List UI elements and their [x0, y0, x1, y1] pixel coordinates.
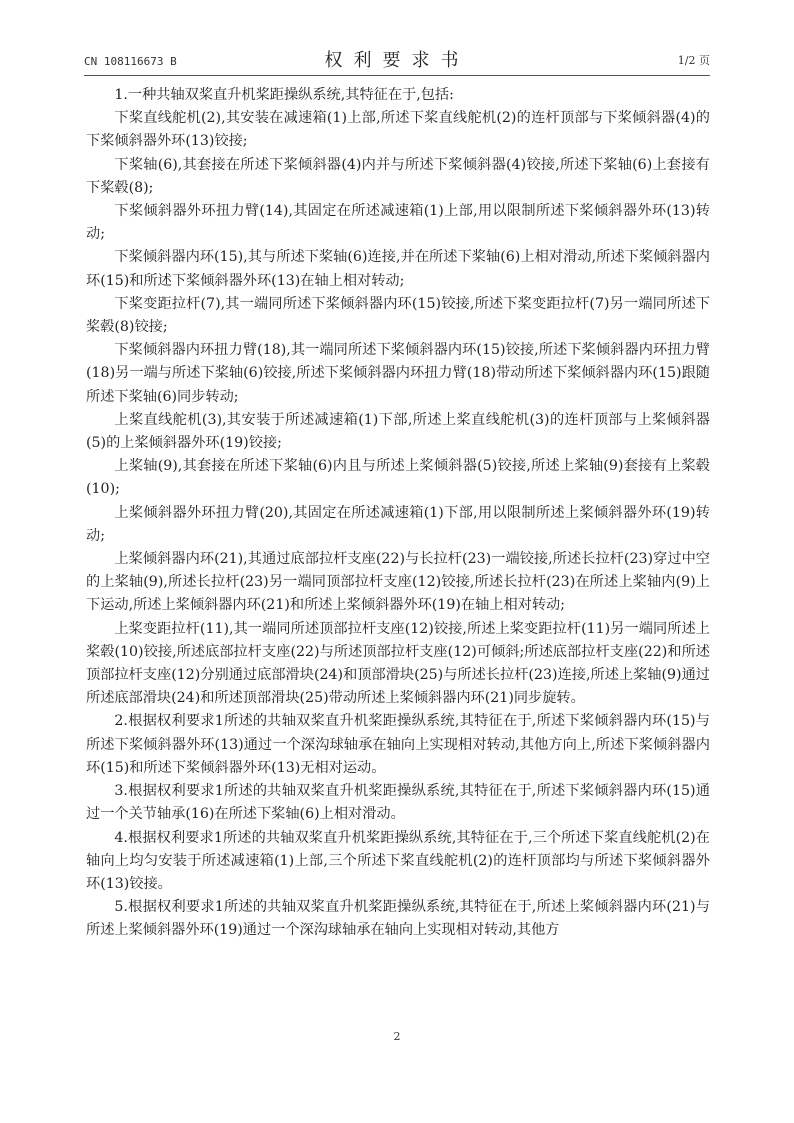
- claim-paragraph: 下桨倾斜器外环扭力臂(14),其固定在所述减速箱(1)上部,用以限制所述下桨倾斜器外环(13)转动;: [86, 203, 710, 243]
- page-header: [84, 46, 710, 74]
- publication-number: CN 108116673 B: [84, 55, 177, 68]
- claim-paragraph: 上桨变距拉杆(11),其一端同所述顶部拉杆支座(12)铰接,所述上桨变距拉杆(11)另一端同所述上桨毂(10)铰接,所述底部拉杆支座(22)与所述顶部拉杆支座(12)可倾斜;所述底部拉杆支座(22)和所述顶部拉杆支座(12)分别通过底部滑块(24)和顶部滑块(25)与所述长拉杆(23)连接,所述上桨轴(9)通过所述底部滑块(24)和所述顶部滑块(25)带动所述上桨倾斜器内环(21)同步旋转。: [86, 620, 710, 707]
- claim-paragraph: 上桨倾斜器外环扭力臂(20),其固定在所述减速箱(1)下部,用以限制所述上桨倾斜器外环(19)转动;: [86, 504, 710, 544]
- claim-paragraph: 下桨直线舵机(2),其安装在减速箱(1)上部,所述下桨直线舵机(2)的连杆顶部与下桨倾斜器(4)的下桨倾斜器外环(13)铰接;: [86, 110, 710, 150]
- claim-paragraph: 上桨倾斜器内环(21),其通过底部拉杆支座(22)与长拉杆(23)一端铰接,所述长拉杆(23)穿过中空的上桨轴(9),所述长拉杆(23)另一端同顶部拉杆支座(12)铰接,所述长拉杆(23)在所述上桨轴内(9)上下运动,所述上桨倾斜器内环(21)和所述上桨倾斜器外环(19)在轴上相对转动;: [86, 551, 710, 614]
- page-count: 1/2 页: [677, 54, 710, 67]
- claim-paragraph: 1.一种共轴双桨直升机桨距操纵系统,其特征在于,包括:: [114, 87, 454, 103]
- claim-paragraph: 下桨轴(6),其套接在所述下桨倾斜器(4)内并与所述下桨倾斜器(4)铰接,所述下桨轴(6)上套接有下桨毂(8);: [86, 156, 710, 196]
- page-number: 2: [393, 1030, 401, 1043]
- claim-paragraph: 下桨倾斜器内环扭力臂(18),其一端同所述下桨倾斜器内环(15)铰接,所述下桨倾斜器内环扭力臂(18)另一端与所述下桨轴(6)铰接,所述下桨倾斜器内环扭力臂(18)带动所述下桨倾斜器内环(15)跟随所述下桨轴(6)同步转动;: [86, 342, 710, 405]
- document-title: 权利要求书: [324, 50, 470, 71]
- claim-paragraph: 下桨倾斜器内环(15),其与所述下桨轴(6)连接,并在所述下桨轴(6)上相对滑动,所述下桨倾斜器内环(15)和所述下桨倾斜器外环(13)在轴上相对转动;: [86, 249, 710, 289]
- header-divider: [84, 75, 710, 76]
- claim-paragraph: 下桨变距拉杆(7),其一端同所述下桨倾斜器内环(15)铰接,所述下桨变距拉杆(7)另一端同所述下桨毂(8)铰接;: [86, 295, 710, 336]
- claim-paragraph: 2.根据权利要求1所述的共轴双桨直升机桨距操纵系统,其特征在于,所述下桨倾斜器内环(15)与所述下桨倾斜器外环(13)通过一个深沟球轴承在轴向上实现相对转动,其他方向上,所述下桨倾斜器内环(15)和所述下桨倾斜器外环(13)无相对运动。: [86, 713, 710, 776]
- claim-paragraph: 4.根据权利要求1所述的共轴双桨直升机桨距操纵系统,其特征在于,三个所述下桨直线舵机(2)在轴向上均匀安装于所述减速箱(1)上部,三个所述下桨直线舵机(2)的连杆顶部均与所述下桨倾斜器外环(13)铰接。: [86, 829, 710, 892]
- claim-paragraph: 3.根据权利要求1所述的共轴双桨直升机桨距操纵系统,其特征在于,所述下桨倾斜器内环(15)通过一个关节轴承(16)在所述下桨轴(6)上相对滑动。: [86, 783, 710, 823]
- claim-paragraph: 上桨直线舵机(3),其安装于所述减速箱(1)下部,所述上桨直线舵机(3)的连杆顶部与上桨倾斜器(5)的上桨倾斜器外环(19)铰接;: [86, 411, 710, 452]
- claim-paragraph: 上桨轴(9),其套接在所述下桨轴(6)内且与所述上桨倾斜器(5)铰接,所述上桨轴(9)套接有上桨毂(10);: [86, 458, 710, 498]
- claims-body: [86, 84, 710, 943]
- claim-paragraph: 5.根据权利要求1所述的共轴双桨直升机桨距操纵系统,其特征在于,所述上桨倾斜器内环(21)与所述上桨倾斜器外环(19)通过一个深沟球轴承在轴向上实现相对转动,其他方: [86, 899, 710, 939]
